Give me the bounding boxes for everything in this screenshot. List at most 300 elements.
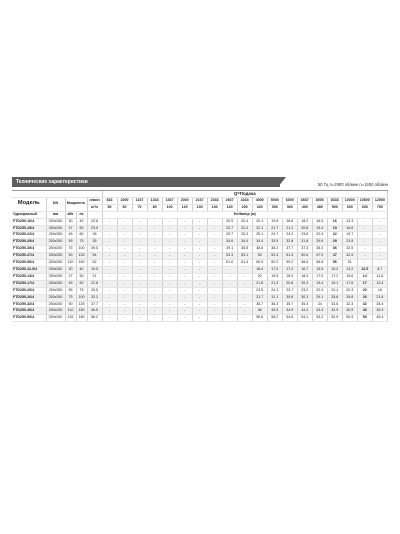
head-cell: 31.8 <box>297 239 312 246</box>
head-cell: 34.6 <box>222 239 237 246</box>
hp-cell: 50 <box>76 273 87 280</box>
head-cell: - <box>177 253 192 260</box>
model-cell: FTD250-40/4 <box>12 308 46 315</box>
head-cell: - <box>207 273 222 280</box>
head-cell: - <box>117 225 132 232</box>
kw-unit: кВт <box>65 211 76 218</box>
head-cell: - <box>222 266 237 273</box>
head-cell: 22.4 <box>312 287 327 294</box>
kw-cell: 90 <box>65 253 76 260</box>
head-cell: - <box>207 239 222 246</box>
head-cell: - <box>222 280 237 287</box>
head-cell: - <box>357 232 372 239</box>
head-cell: 29 <box>327 239 342 246</box>
head-cell: 50.6 <box>297 253 312 260</box>
head-cell: 40 <box>357 308 372 315</box>
head-cell: 22 <box>327 232 342 239</box>
current-cell: 25.5 <box>87 287 102 294</box>
model-cell: FTD250-29/4 <box>12 239 46 246</box>
lmin-cell: 833 <box>102 197 117 204</box>
m3h-unit: м³/ч <box>87 204 102 211</box>
head-cell: 17.2 <box>282 266 297 273</box>
power-header: Мощность <box>65 197 87 211</box>
head-cell: - <box>237 273 252 280</box>
table-row <box>12 315 388 322</box>
head-cell: - <box>147 315 162 322</box>
head-cell: 18.4 <box>297 273 312 280</box>
head-cell: 32.5 <box>342 246 357 253</box>
head-cell: 55.2 <box>267 315 282 322</box>
head-cell: 22.4 <box>237 225 252 232</box>
m3h-cell: 630 <box>357 204 372 211</box>
head-cell: 32.8 <box>282 239 297 246</box>
head-cell: 20 <box>357 287 372 294</box>
kw-cell: 30 <box>65 218 76 225</box>
head-cell: - <box>222 273 237 280</box>
head-cell: 50.9 <box>342 315 357 322</box>
m3h-cell: 500 <box>327 204 342 211</box>
model-cell: FTD250-16/4 <box>12 218 46 225</box>
current-cell: 20.8 <box>87 218 102 225</box>
head-cell: 55.6 <box>252 315 267 322</box>
m3h-cell: 600 <box>342 204 357 211</box>
head-cell: 24.7 <box>267 232 282 239</box>
head-cell: - <box>147 239 162 246</box>
dn-cell: 250x250 <box>46 232 65 239</box>
head-cell: 17.6 <box>342 280 357 287</box>
head-cell: - <box>162 280 177 287</box>
head-cell: 29.6 <box>312 239 327 246</box>
hp-cell: 100 <box>76 246 87 253</box>
m3h-cell: 400 <box>297 204 312 211</box>
head-cell: - <box>177 232 192 239</box>
head-cell: - <box>177 266 192 273</box>
head-cell: - <box>117 246 132 253</box>
head-cell: 18.8 <box>282 218 297 225</box>
head-cell: - <box>207 246 222 253</box>
head-cell: - <box>207 232 222 239</box>
head-cell: 20.3 <box>342 287 357 294</box>
lmin-cell: 2167 <box>192 197 207 204</box>
head-cell: - <box>162 315 177 322</box>
head-cell: - <box>117 287 132 294</box>
head-cell: 25.1 <box>252 232 267 239</box>
table-row <box>12 260 388 267</box>
model-cell: FTD250-12.5/4 <box>12 266 46 273</box>
head-cell: 20 <box>252 273 267 280</box>
head-cell: 51.3 <box>282 253 297 260</box>
head-cell: - <box>147 266 162 273</box>
head-cell: 23.9 <box>342 239 357 246</box>
hp-cell: 60 <box>76 232 87 239</box>
head-cell: 25.7 <box>222 232 237 239</box>
current-cell: 19.5 <box>87 266 102 273</box>
head-cell: - <box>102 308 117 315</box>
head-cell: - <box>372 225 387 232</box>
head-cell: - <box>102 315 117 322</box>
m3h-cell: 360 <box>282 204 297 211</box>
head-cell: 43.3 <box>312 308 327 315</box>
head-cell: - <box>117 260 132 267</box>
head-cell: 47.9 <box>312 253 327 260</box>
section-title: Технические характеристики <box>16 179 88 185</box>
head-cell: 51 <box>342 260 357 267</box>
head-cell: 15.5 <box>312 266 327 273</box>
head-cell: - <box>117 273 132 280</box>
head-cell: 25.3 <box>237 232 252 239</box>
head-cell: - <box>147 260 162 267</box>
hp-cell: 50 <box>76 225 87 232</box>
head-cell: 20.5 <box>222 218 237 225</box>
head-cell: - <box>162 253 177 260</box>
m3h-cell: 240 <box>252 204 267 211</box>
table-row <box>12 253 388 260</box>
head-cell: - <box>357 225 372 232</box>
head-cell: - <box>117 239 132 246</box>
lmin-cell: 10000 <box>342 197 357 204</box>
head-cell: - <box>207 253 222 260</box>
head-cell: - <box>207 308 222 315</box>
m3h-cell: 140 <box>207 204 222 211</box>
head-cell: 56.6 <box>312 260 327 267</box>
model-cell: FTD250-19/4 <box>12 225 46 232</box>
head-cell: 23.8 <box>297 232 312 239</box>
head-cell: - <box>132 315 147 322</box>
lmin-cell: 8000 <box>312 197 327 204</box>
head-cell: - <box>207 266 222 273</box>
head-cell: - <box>222 308 237 315</box>
head-cell: 31.7 <box>252 294 267 301</box>
head-cell: 54.1 <box>297 315 312 322</box>
head-cell: - <box>117 280 132 287</box>
head-cell: - <box>147 294 162 301</box>
head-cell: - <box>357 260 372 267</box>
lmin-cell: 12500 <box>372 197 387 204</box>
kw-cell: 55 <box>65 239 76 246</box>
head-cell: 20.3 <box>297 280 312 287</box>
head-cell: 52.4 <box>267 253 282 260</box>
head-cell: - <box>207 315 222 322</box>
lmin-unit: л/мин <box>87 197 102 204</box>
head-cell: 54.6 <box>282 315 297 322</box>
head-cell: - <box>162 246 177 253</box>
head-cell: - <box>192 232 207 239</box>
model-cell: FTD250-36/4 <box>12 246 46 253</box>
head-cell: 22.1 <box>252 225 267 232</box>
head-cell: 53 <box>252 253 267 260</box>
head-cell: 50 <box>357 315 372 322</box>
kw-cell: 110 <box>65 260 76 267</box>
head-cell: 16 <box>327 218 342 225</box>
head-cell: - <box>237 308 252 315</box>
head-cell: 36.3 <box>312 246 327 253</box>
head-cell: - <box>192 253 207 260</box>
dn-cell: 250x250 <box>46 308 65 315</box>
head-cell: - <box>102 294 117 301</box>
head-cell: - <box>102 287 117 294</box>
head-cell: 53.2 <box>312 315 327 322</box>
head-cell: - <box>117 253 132 260</box>
head-cell: - <box>207 294 222 301</box>
lmin-cell: 10500 <box>357 197 372 204</box>
head-cell: 19.7 <box>342 232 357 239</box>
m3h-cell: 60 <box>117 204 132 211</box>
head-cell: 44.9 <box>282 308 297 315</box>
head-cell: - <box>207 225 222 232</box>
head-cell: - <box>147 301 162 308</box>
hp-unit: лс <box>76 211 87 218</box>
head-cell: 53.3 <box>222 253 237 260</box>
head-cell: - <box>237 301 252 308</box>
head-cell: - <box>357 246 372 253</box>
head-cell: - <box>177 301 192 308</box>
head-cell: - <box>147 232 162 239</box>
m3h-cell: 750 <box>372 204 387 211</box>
head-cell: - <box>102 280 117 287</box>
head-cell: 14 <box>357 273 372 280</box>
dn-cell: 250x250 <box>46 273 65 280</box>
head-cell: - <box>132 225 147 232</box>
head-cell: - <box>132 218 147 225</box>
current-cell: 56.2 <box>87 315 102 322</box>
head-cell: - <box>117 266 132 273</box>
head-cell: 26 <box>357 294 372 301</box>
head-cell: 35.3 <box>297 301 312 308</box>
head-cell: - <box>372 232 387 239</box>
kw-cell: 37 <box>65 273 76 280</box>
head-cell: - <box>102 301 117 308</box>
head-cell: 34.4 <box>237 239 252 246</box>
lmin-cell: 4000 <box>252 197 267 204</box>
hp-cell: 75 <box>76 287 87 294</box>
table-row <box>12 239 388 246</box>
lmin-cell: 2667 <box>222 197 237 204</box>
head-cell: - <box>117 315 132 322</box>
head-cell: 18.2 <box>297 218 312 225</box>
head-cell: - <box>147 308 162 315</box>
current-cell: 21 <box>87 273 102 280</box>
model-cell: FTD250-32/4 <box>12 301 46 308</box>
table-row <box>12 246 388 253</box>
head-cell: 13.3 <box>342 218 357 225</box>
head-cell: - <box>372 218 387 225</box>
current-cell: 54 <box>87 253 102 260</box>
head-cell: 33.9 <box>267 239 282 246</box>
kw-cell: 45 <box>65 280 76 287</box>
table-row <box>12 287 388 294</box>
head-cell: - <box>192 315 207 322</box>
head-cell: 34.9 <box>372 308 387 315</box>
head-cell: - <box>192 308 207 315</box>
head-cell: 60.9 <box>252 260 267 267</box>
head-cell: - <box>192 218 207 225</box>
head-cell: - <box>132 260 147 267</box>
current-cell: 32.2 <box>87 294 102 301</box>
lmin-cell: 1167 <box>132 197 147 204</box>
current-cell: 23.5 <box>87 225 102 232</box>
hp-cell: 40 <box>76 266 87 273</box>
dn-cell: 250x250 <box>46 315 65 322</box>
dn-cell: 250x250 <box>46 280 65 287</box>
table-row <box>12 225 388 232</box>
head-cell: 40.9 <box>342 308 357 315</box>
kw-cell: 90 <box>65 301 76 308</box>
head-cell: - <box>222 294 237 301</box>
head-cell: - <box>357 239 372 246</box>
head-cell: - <box>102 273 117 280</box>
head-cell: - <box>192 239 207 246</box>
head-cell: 13.2 <box>342 266 357 273</box>
head-cell: 45.5 <box>267 308 282 315</box>
head-cell: - <box>222 287 237 294</box>
head-cell: 32.3 <box>342 301 357 308</box>
head-cell: 17.2 <box>327 273 342 280</box>
head-cell: - <box>177 225 192 232</box>
table-row <box>12 273 388 280</box>
dn-header: DN <box>46 197 65 211</box>
head-cell: 19.6 <box>267 218 282 225</box>
frequency-note: 50 Гц n=2900 об/мин n=1450 об/мин <box>317 182 388 187</box>
head-cell: 59.2 <box>282 260 297 267</box>
head-cell: 42.5 <box>342 253 357 260</box>
table-row <box>12 280 388 287</box>
head-cell: - <box>237 266 252 273</box>
head-cell: 19.1 <box>327 280 342 287</box>
dn-cell: 250x250 <box>46 239 65 246</box>
head-cell: 17.9 <box>267 266 282 273</box>
hp-cell: 180 <box>76 315 87 322</box>
head-cell: - <box>192 246 207 253</box>
kw-cell: 132 <box>65 315 76 322</box>
model-cell: FTD250-20/4 <box>12 287 46 294</box>
head-cell: - <box>222 315 237 322</box>
head-cell: 34 <box>312 301 327 308</box>
head-cell: 36.3 <box>267 301 282 308</box>
hp-cell: 100 <box>76 294 87 301</box>
dn-cell: 250x250 <box>46 225 65 232</box>
kw-cell: 37 <box>65 225 76 232</box>
dn-cell: 250x250 <box>46 260 65 267</box>
head-cell: - <box>162 287 177 294</box>
head-cell: 20.1 <box>252 218 267 225</box>
head-cell: 16.7 <box>297 266 312 273</box>
dn-cell: 250x250 <box>46 253 65 260</box>
table-row <box>12 308 388 315</box>
model-cell: FTD250-14/4 <box>12 273 46 280</box>
head-cell: 20.8 <box>297 225 312 232</box>
kw-cell: 30 <box>65 266 76 273</box>
head-cell: - <box>132 301 147 308</box>
m3h-cell: 200 <box>237 204 252 211</box>
head-cell: 42.9 <box>327 308 342 315</box>
head-cell: - <box>192 225 207 232</box>
hp-cell: 60 <box>76 280 87 287</box>
head-cell: - <box>177 315 192 322</box>
head-cell: - <box>162 232 177 239</box>
hp-cell: 150 <box>76 308 87 315</box>
head-cell: 20.8 <box>282 280 297 287</box>
head-cell: 38.2 <box>267 246 282 253</box>
head-cell: - <box>162 308 177 315</box>
lmin-cell: 2000 <box>177 197 192 204</box>
head-cell: - <box>147 218 162 225</box>
head-cell: - <box>372 239 387 246</box>
head-cell: 21.2 <box>282 225 297 232</box>
head-cell: 36 <box>327 246 342 253</box>
hp-cell: 75 <box>76 239 87 246</box>
head-cell: 15.2 <box>327 266 342 273</box>
lmin-cell: 3333 <box>237 197 252 204</box>
head-cell: - <box>102 225 117 232</box>
current-cell: 46.5 <box>87 308 102 315</box>
head-cell: 22.7 <box>222 225 237 232</box>
head-cell: 23.7 <box>282 287 297 294</box>
head-cell: - <box>102 218 117 225</box>
head-cell: 16.6 <box>342 225 357 232</box>
table-row <box>12 266 388 273</box>
q-title: Q=Подача <box>102 191 387 197</box>
phase-label: Однофазный <box>12 211 46 218</box>
lmin-cell: 2333 <box>207 197 222 204</box>
head-cell: 28.8 <box>327 294 342 301</box>
head-cell: - <box>357 218 372 225</box>
head-cell: - <box>117 301 132 308</box>
head-cell: - <box>102 260 117 267</box>
m3h-cell: 50 <box>102 204 117 211</box>
head-cell: 19 <box>327 225 342 232</box>
head-cell: - <box>237 315 252 322</box>
spec-table <box>12 191 388 322</box>
head-cell: 37.7 <box>282 246 297 253</box>
model-cell: FTD250-56/4 <box>12 260 46 267</box>
head-cell: - <box>237 294 252 301</box>
head-cell: 61.6 <box>222 260 237 267</box>
head-cell: - <box>162 266 177 273</box>
head-cell: - <box>177 260 192 267</box>
head-cell: - <box>147 273 162 280</box>
head-cell: - <box>147 225 162 232</box>
m3h-cell: 130 <box>192 204 207 211</box>
hp-cell: 40 <box>76 218 87 225</box>
head-cell: 8.7 <box>372 266 387 273</box>
head-cell: - <box>162 225 177 232</box>
head-cell: 37.3 <box>297 246 312 253</box>
hp-cell: 150 <box>76 260 87 267</box>
head-cell: 15.6 <box>342 273 357 280</box>
head-cell: - <box>117 218 132 225</box>
current-cell: 35 <box>87 239 102 246</box>
current-cell: 62 <box>87 260 102 267</box>
head-cell: 21.8 <box>252 280 267 287</box>
head-cell: 17 <box>357 280 372 287</box>
head-cell: 28.4 <box>372 301 387 308</box>
head-cell: - <box>207 280 222 287</box>
model-cell: FTD250-47/4 <box>12 253 46 260</box>
head-cell: 17.5 <box>312 273 327 280</box>
head-cell: - <box>132 239 147 246</box>
head-cell: 18.9 <box>282 273 297 280</box>
head-cell: - <box>147 253 162 260</box>
lmin-cell: 1667 <box>162 197 177 204</box>
head-cell: - <box>192 301 207 308</box>
lmin-cell: 5000 <box>267 197 282 204</box>
hp-cell: 125 <box>76 253 87 260</box>
head-cell: 33.6 <box>327 301 342 308</box>
head-cell: 22.1 <box>327 287 342 294</box>
head-cell: - <box>177 287 192 294</box>
head-cell: 16 <box>372 287 387 294</box>
head-cell: - <box>192 260 207 267</box>
